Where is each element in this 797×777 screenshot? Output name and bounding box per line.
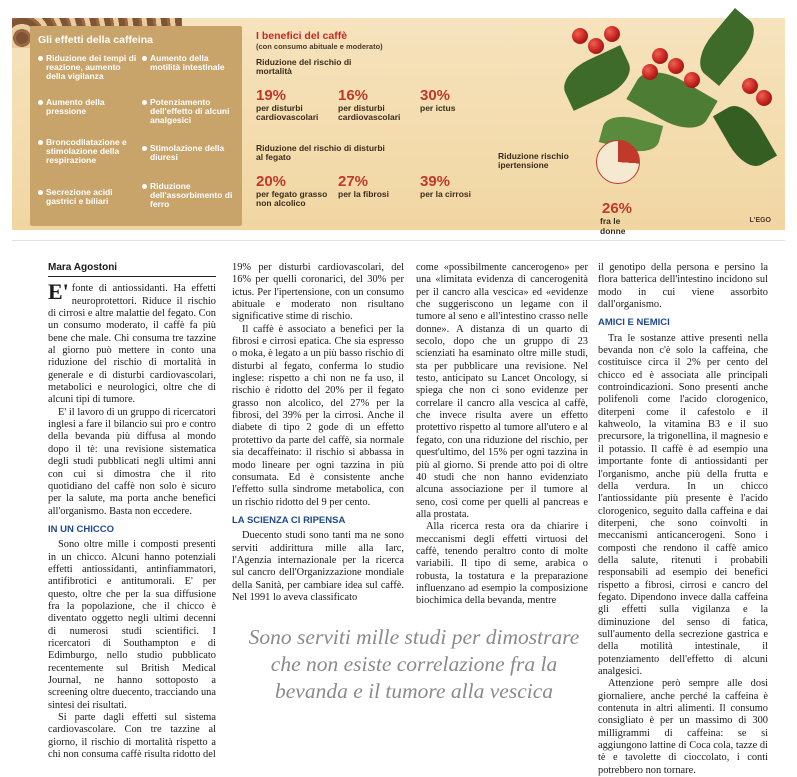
article-paragraph: E' fonte di antiossidanti. Ha effetti neuroprotettori. Riduce il rischio di cirrosi e altre malattie del fegato. Con un consumo moderato, il caffè fa più bene che male. Chi consuma tre tazzine al giorno può mettere in conto una riduzione del rischio di mortalità in generale e di disturbi cardiovascolari, metabolici e neurologici, oltre che di alcuni tipi di tumore. <box>48 279 216 406</box>
article-paragraph: come «possibilmente cancerogeno» per una «limitata evidenza di cancerogenità per il cancro alla vescica» ed «evidenze che suggeriscono un legame con il tumore al seno e all'intestino crasso nelle donne». A distanza di un quarto di secolo, dopo che un gruppo di 23 scienziati ha esaminato oltre mille studi, sta per pubblicare una revisione. Nel testo, anticipato su Lancet Oncology, si spiega che non ci sono evidenze per correlare il cancro alla vescica al caffè, che invece risulta avere un effetto protettivo rispetto al tumore all'utero e al fegato, con una riduzione del rischio, per quest'ultimo, del 15% per ogni tazzina in più al giorno. Si prende atto poi di oltre 40 studi che non hanno evidenziato alcuna associazione per il tumore al seno, così come per quelli al pancreas e alla prostata. <box>416 262 588 520</box>
article-paragraph: 19% per disturbi cardiovascolari, del 16% per quelli coronarici, del 30% per ictus. Per l'ipertensione, con un consumo abituale e moderato non risultano significative stime di rischio. <box>232 262 404 323</box>
article-paragraph: Duecento studi sono tanti ma ne sono serviti addirittura mille alla Iarc, l'Agenzia internazionale per la ricerca sul cancro dell'Organizzazione mondiale della Sanità, per cambiare idea sul caffè. Nel 1991 lo aveva classificato <box>232 530 404 603</box>
liver-stat: 27% per la fibrosi <box>338 173 390 199</box>
article-column-3 <box>416 262 588 608</box>
section-heading: IN UN CHICCO <box>48 523 114 535</box>
liver-stat: 20% per fegato grasso non alcolico <box>256 173 328 208</box>
hypertension-pie-chart <box>596 140 640 184</box>
section-heading: LA SCIENZA CI RIPENSA <box>232 514 346 526</box>
credit-logo: L'EGO <box>749 217 771 224</box>
article-paragraph: Il caffè è associato a benefici per la fibrosi e cirrosi epatica. Che sia espresso o moka, è legato a un più basso rischio di disturbi al fegato, conferma lo studio inglese: rispetto a chi non ne fa uso, il rischio è ridotto del 20% per il fegato grasso non alcolico, del 27% per la fibrosi, del 39% per la cirrosi. Anche il diabete di tipo 2 gode di un effetto protettivo da parte del caffè, sia normale sia decaffeinato: il rischio si abbassa in modo lineare per ogni tazzina in più consumata. Ed è consistente anche l'effetto sulla sindrome metabolica, con un rischio ridotto del 9 per cento. <box>232 323 404 508</box>
hypertension-sublabel: fra le donne <box>600 216 626 236</box>
effect-item: Potenziamento dell'effetto di alcuni analgesici <box>142 98 240 125</box>
article-column-1 <box>48 262 216 761</box>
separator-line <box>12 240 785 241</box>
coffee-benefits <box>250 26 490 226</box>
effect-item: Secrezione acidi gastrici e biliari <box>38 188 138 206</box>
article-paragraph: Attenzione però sempre alle dosi giornaliere, anche perché la caffeina è contenuta in altri alimenti. Il consumo consigliato è per un massimo di 300 milligrammi di caffeina: se si aggiungono lattine di Coca cola, tazze di tè e tavolette di cioccolato, i conti potrebbero non tornare. <box>598 678 768 776</box>
effect-item: Broncodilatazione e stimolazione della respirazione <box>38 138 142 165</box>
liver-title: Riduzione del rischio di disturbi al fegato <box>256 143 385 162</box>
mortality-stat: 16% per disturbi cardiovascolari <box>338 87 401 122</box>
effects-title: Gli effetti della caffeina <box>38 34 153 46</box>
effect-item: Riduzione dell'assorbimento di ferro <box>142 182 240 209</box>
hypertension-stat <box>498 151 633 236</box>
article-paragraph: il genotipo della persona e persino la flora batterica dell'intestino incidono sul modo in cui viene assorbito dall'organismo. <box>598 262 768 311</box>
liver-stat: 39% per la cirrosi <box>420 173 472 199</box>
benefits-title: I benefici del caffè <box>256 30 348 42</box>
hypertension-value: 26% <box>602 200 633 217</box>
author-byline: Mara Agostoni <box>48 262 216 277</box>
hypertension-label: Riduzione rischio ipertensione <box>498 151 569 170</box>
caffeine-effects-box <box>30 26 242 226</box>
effect-item: Riduzione dei tempi di reazione, aumento della vigilanza <box>38 54 138 81</box>
article-paragraph: Alla ricerca resta ora da chiarire i meccanismi degli effetti virtuosi del caffè, tenendo peraltro conto di molte variabili. Il tipo di seme, arabica o robusta, la tostatura e la preparazione influenzano ad esempio la composizione biochimica della bevanda, mentre <box>416 521 588 607</box>
benefits-subtitle: (con consumo abituale e moderato) <box>256 42 383 51</box>
mortality-stat: 19% per disturbi cardiovascolari <box>256 87 319 122</box>
pull-quote: Sono serviti mille studi per dimostrare che non esiste correlazione fra la bevanda e il tumore alla vescica <box>248 625 580 703</box>
article-paragraph: Si parte dagli effetti sul sistema cardiovascolare. Con tre tazzine al giorno, il rischio di mortalità rispetto a chi non consuma caffè risulta ridotto del <box>48 712 216 761</box>
dropcap: E' <box>48 279 69 305</box>
infographic <box>12 18 785 236</box>
effect-item: Aumento della motilità intestinale <box>142 54 240 72</box>
mortality-title: Riduzione del rischio di mortalità <box>256 57 352 76</box>
effect-item: Stimolazione della diuresi <box>142 144 240 162</box>
article-paragraph: E' il lavoro di un gruppo di ricercatori inglesi a fare il bilancio sui pro e contro della bevanda più diffusa al mondo dopo il tè: una revisione sistematica degli studi pubblicati negli ultimi anni con cui si dimostra che il rito quotidiano del caffè non solo è sicuro per la salute, ma porta anche benefici all'organismo. Basta non eccedere. <box>48 406 216 517</box>
mortality-stat: 30% per ictus <box>420 87 456 113</box>
section-heading: AMICI E NEMICI <box>598 317 670 329</box>
article-paragraph: Sono oltre mille i composti presenti in un chicco. Alcuni hanno potenziali effetti antiossidanti, antinfiammatori, antifibrotici e antitumorali. E' per questo, oltre che per la sua diffusione fra la popolazione, che il chicco è diventato oggetto negli ultimi decenni di numerosi studi scientifici. I ricercatori di Southampton e di Edimburgo, nello studio pubblicato recentemente sul British Medical Journal, ne hanno sottoposto a screening oltre duecento, tracciando una sintesi dei risultati. <box>48 539 216 711</box>
effect-item: Aumento della pressione <box>38 98 138 116</box>
article-column-2 <box>232 262 404 604</box>
article-column-4 <box>598 262 768 777</box>
article-paragraph: Tra le sostanze attive presenti nella bevanda non c'è solo la caffeina, che costituisce circa il 2% per cento del chicco ed è associata alle principali controindicazioni. Sono presenti anche polifenoli come l'acido clorogenico, diterpeni come il cafestolo e il kahweolo, la vitamina B3 e il suo precursore, la trigonellina, il magnesio e il potassio. Il caffè è ad esempio una importante fonte di antiossidanti per l'organismo, anche più della frutta e della verdura. In un chicco l'antiossidante più presente è l'acido clorogenico, seguito dalla caffeina e dai diterpeni, che sono coinvolti in meccanismi anticancerogeni. Sono i composti che rendono il caffè amico della salute, ritenuti i probabili responsabili ad esempio dei benefici rispetto a fibrosi, cirrosi e cancro del fegato. Dipendono invece dalla caffeina gli effetti sulla vigilanza e la diminuzione del senso di fatica, sull'aumento della secrezione gastrica e della motilità intestinale, il potenziamento dell'effetto di alcuni analgesici. <box>598 332 768 677</box>
